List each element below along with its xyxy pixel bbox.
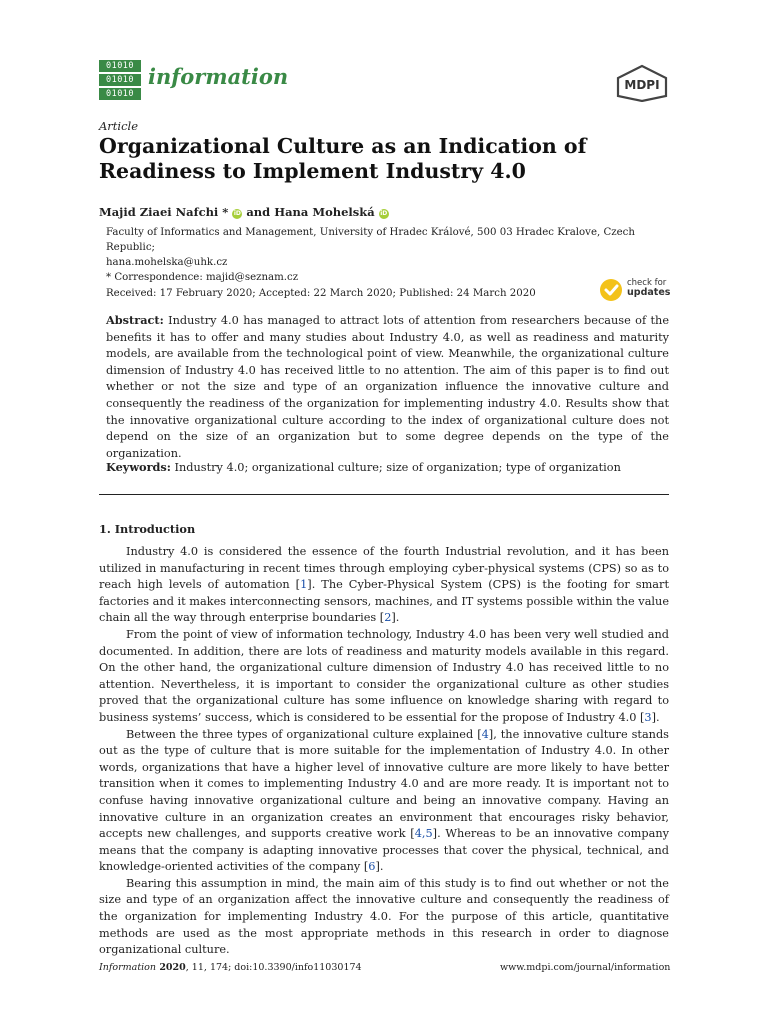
updates-label: updates [627,287,671,298]
orcid-icon[interactable]: iD [380,210,388,217]
body-text [99,544,669,959]
author-name: Hana Mohelská [274,205,375,219]
paragraph: From the point of view of information technology, Industry 4.0 has been very well studied and documented. In addition, there are lots of readiness and maturity models available in this regard. On the other hand, the organizational culture dimension of Industry 4.0 has received little to no attention. Nevertheless, it is important to consider the organizational culture as other studies proved that the organizational culture has some influence on knowledge sharing with regard to business systems’ success, which is considered to be essential for the propose of Industry 4.0 [3]. [99,627,669,724]
paragraph: Industry 4.0 is considered the essence of the fourth Industrial revolution, and it has been utilized in manufacturing in recent times through employing cyber-physical systems (CPS) so as to reach high levels of automation [1]. The Cyber-Physical System (CPS) is the footing for smart factories and it makes interconnecting sensors, machines, and IT systems possible within the value chain all the way through enterprise boundaries [2]. [99,545,669,625]
mdpi-text: MDPI [624,78,660,92]
affiliation-text: Faculty of Informatics and Management, University of Hradec Králové, 500 03 Hradec Kralove, Czech Republic; [106,227,635,253]
logo-row: 01010 [99,74,141,86]
citation-link[interactable]: 4 [481,727,489,741]
logo-row: 01010 [99,88,141,100]
paragraph: Bearing this assumption in mind, the main aim of this study is to find out whether or not the size and type of an organization affect the innovative culture and consequently the readiness of the organization for implementing Industry 4.0. For the purpose of this article, quantitative methods are used as the most appropriate methods in this research in order to diagnose organizational culture. [99,876,669,957]
journal-name: information [148,64,289,89]
check-icon [600,279,622,301]
citation-link[interactable]: 2 [384,611,392,625]
journal-logo [99,60,141,100]
divider [99,494,669,495]
footer-citation: Information 2020, 11, 174; doi:10.3390/info11030174 [99,962,362,973]
article-type-label: Article [99,119,139,133]
check-label: check for [627,278,667,288]
footer-url[interactable]: www.mdpi.com/journal/information [500,962,671,973]
affiliation-block [106,225,676,285]
correspondence: * Correspondence: majid@seznam.cz [106,272,299,283]
keywords [106,459,669,477]
affiliation-email: hana.mohelska@uhk.cz [106,257,228,268]
orcid-icon[interactable]: iD [233,210,241,217]
author-separator: and [242,205,275,219]
citation-link[interactable]: 1 [300,578,308,592]
check-for-updates-badge[interactable] [600,277,672,303]
abstract-label: Abstract: [106,313,164,327]
citation-link[interactable]: 4,5 [414,827,433,841]
logo-row: 01010 [99,60,141,72]
citation-link[interactable]: 3 [644,710,652,724]
citation-link[interactable]: 6 [368,860,376,874]
publication-dates: Received: 17 February 2020; Accepted: 22 March 2020; Published: 24 March 2020 [106,288,536,299]
keywords-text: Industry 4.0; organizational culture; size of organization; type of organization [170,461,621,474]
author-name: Majid Ziaei Nafchi * [99,205,229,219]
abstract [106,312,669,462]
section-heading: 1. Introduction [99,522,196,536]
abstract-text: Industry 4.0 has managed to attract lots of attention from researchers because of the benefits it has to offer and many studies about Industry 4.0, as well as readiness and maturity models, are available from the technological point of view. Meanwhile, the organizational culture dimension of Industry 4.0 has received little to no attention. The aim of this paper is to find out whether or not the size and type of an organization influence the innovative culture and consequently the readiness of the organization for implementing industry 4.0. Results show that the innovative organizational culture according to the index of organizational culture does not depend on the size of an organization but to some degree depends on the type of the organization. [106,314,669,460]
mdpi-logo [614,64,670,102]
paragraph: Between the three types of organizational culture explained [4], the innovative culture stands out as the type of culture that is more suitable for the implementation of Industry 4.0. In other words, organizations that have a higher level of innovative culture are more likely to have better transition when it comes to implementing Industry 4.0 and are more ready. It is important not to confuse having innovative organizational culture and being an innovative company. Having an innovative culture in an organization creates an environment that encourages risky behavior, accepts new challenges, and supports creative work [4,5]. Whereas to be an innovative company means that the company is adapting innovative processes that cover the physical, technical, and knowledge-oriented activities of the company [6]. [99,727,669,874]
keywords-label: Keywords: [106,460,171,474]
authors [99,205,389,219]
paper-title: Organizational Culture as an Indication of Readiness to Implement Industry 4.0 [99,134,587,183]
